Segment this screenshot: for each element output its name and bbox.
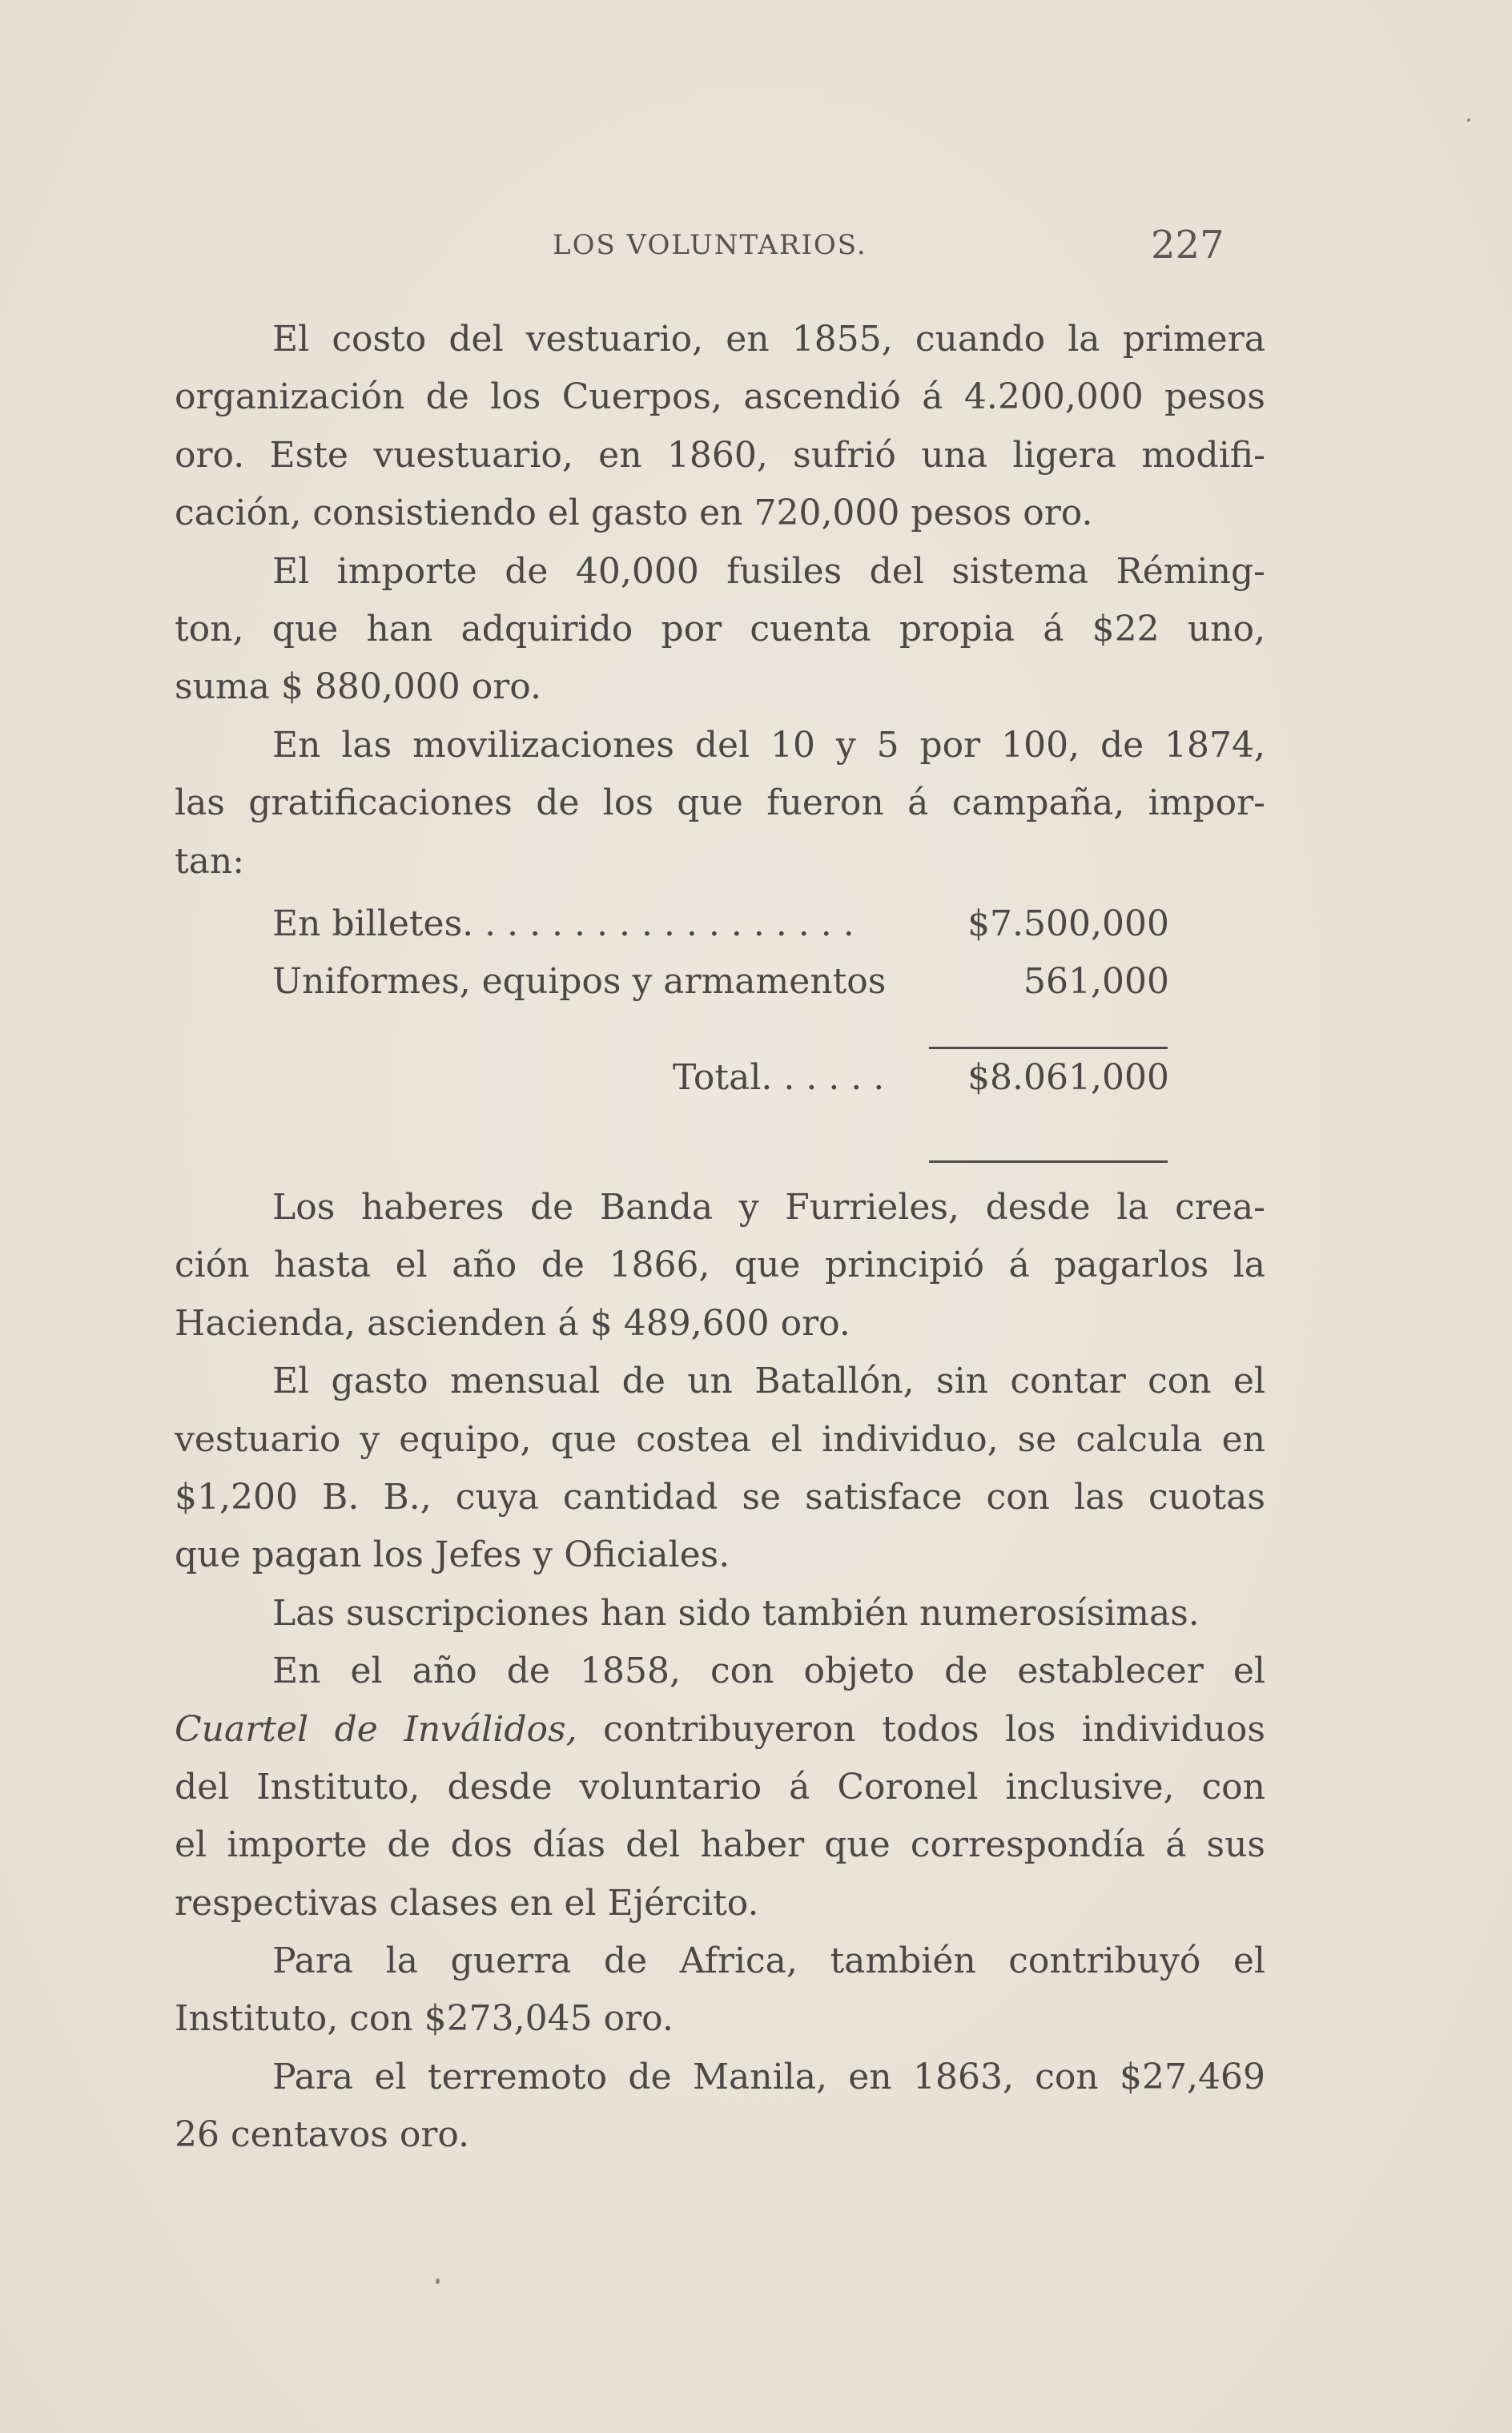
- row-label: Uniformes, equipos y armamentos: [272, 961, 887, 1002]
- table-row: [272, 953, 1169, 1011]
- paragraph-line: Para el terremoto de Manila, en 1863, con $27,469: [272, 2056, 1265, 2097]
- expense-table: [272, 895, 1169, 1107]
- paragraph-line: suma $ 880,000 oro.: [175, 666, 542, 708]
- paragraph-line: ción hasta el año de 1866, que principió á pagarlos la: [175, 1245, 1265, 1286]
- paragraph-line: Los haberes de Banda y Furrieles, desde la crea-: [272, 1187, 1265, 1228]
- paragraph-line: del Instituto, desde voluntario á Coronel inclusive, con: [175, 1766, 1265, 1808]
- total-amount: $8.061,000: [967, 1057, 1169, 1098]
- paragraph-line: El gasto mensual de un Batallón, sin contar con el: [272, 1361, 1265, 1402]
- closing-rule: [929, 1160, 1168, 1163]
- paragraph-line: que pagan los Jefes y Oficiales.: [175, 1534, 730, 1576]
- paragraph-line: $1,200 B. B., cuya cantidad se satisface con las cuotas: [175, 1476, 1265, 1518]
- row-amount: 561,000: [1023, 961, 1169, 1002]
- table-total-row: [272, 1049, 1169, 1107]
- paragraph-line: [175, 1701, 1265, 1759]
- row-amount: $7.500,000: [967, 903, 1169, 944]
- sum-rule: [929, 1047, 1168, 1049]
- paragraph-line: organización de los Cuerpos, ascendió á 4.200,000 pesos: [175, 376, 1265, 418]
- line-continuation: contribuyeron todos los individuos: [577, 1708, 1266, 1750]
- paragraph-line: cación, consistiendo el gasto en 720,000 pesos oro.: [175, 493, 1093, 534]
- paragraph-line: vestuario y equipo, que costea el individuo, se calcula en: [175, 1418, 1265, 1460]
- paragraph-line: En el año de 1858, con objeto de establecer el: [272, 1651, 1265, 1692]
- table-row: [272, 895, 1169, 953]
- paragraph-line: las gratificaciones de los que fueron á campaña, impor-: [175, 782, 1265, 824]
- row-label: En billetes. . . . . . . . . . . . . . . . . .: [272, 903, 855, 944]
- paragraph-line: En las movilizaciones del 10 y 5 por 100, de 1874,: [272, 724, 1265, 766]
- paragraph-line: Las suscripciones han sido también numerosísimas.: [272, 1592, 1200, 1634]
- paragraph-line: Para la guerra de Africa, también contribuyó el: [272, 1940, 1265, 1982]
- paragraph-line: 26 centavos oro.: [175, 2114, 470, 2156]
- paragraph-line: tan:: [175, 840, 245, 882]
- paper-speck: [1467, 119, 1470, 122]
- paper-speck: [436, 2278, 440, 2284]
- running-title: LOS VOLUNTARIOS.: [553, 229, 867, 261]
- paragraph-line: Instituto, con $273,045 oro.: [175, 1998, 674, 2040]
- paragraph-line: El costo del vestuario, en 1855, cuando la primera: [272, 319, 1265, 360]
- paragraph-line: El importe de 40,000 fusiles del sistema Réming-: [272, 550, 1265, 592]
- paragraph-line: oro. Este vuestuario, en 1860, sufrió una ligera modifi-: [175, 434, 1265, 476]
- body-text-bottom: [175, 1179, 1265, 2165]
- paragraph-line: respectivas clases en el Ejército.: [175, 1882, 759, 1924]
- paragraph-line: el importe de dos días del haber que correspondía á sus: [175, 1824, 1265, 1866]
- italic-term: Cuartel de Inválidos,: [175, 1708, 577, 1750]
- body-text-top: [175, 311, 1265, 891]
- paragraph-line: Hacienda, ascienden á $ 489,600 oro.: [175, 1302, 850, 1344]
- total-label: Total. . . . . .: [673, 1057, 885, 1098]
- page-header: [0, 223, 1512, 271]
- page-number: 227: [1151, 223, 1224, 267]
- paragraph-line: ton, que han adquirido por cuenta propia á $22 uno,: [175, 608, 1265, 649]
